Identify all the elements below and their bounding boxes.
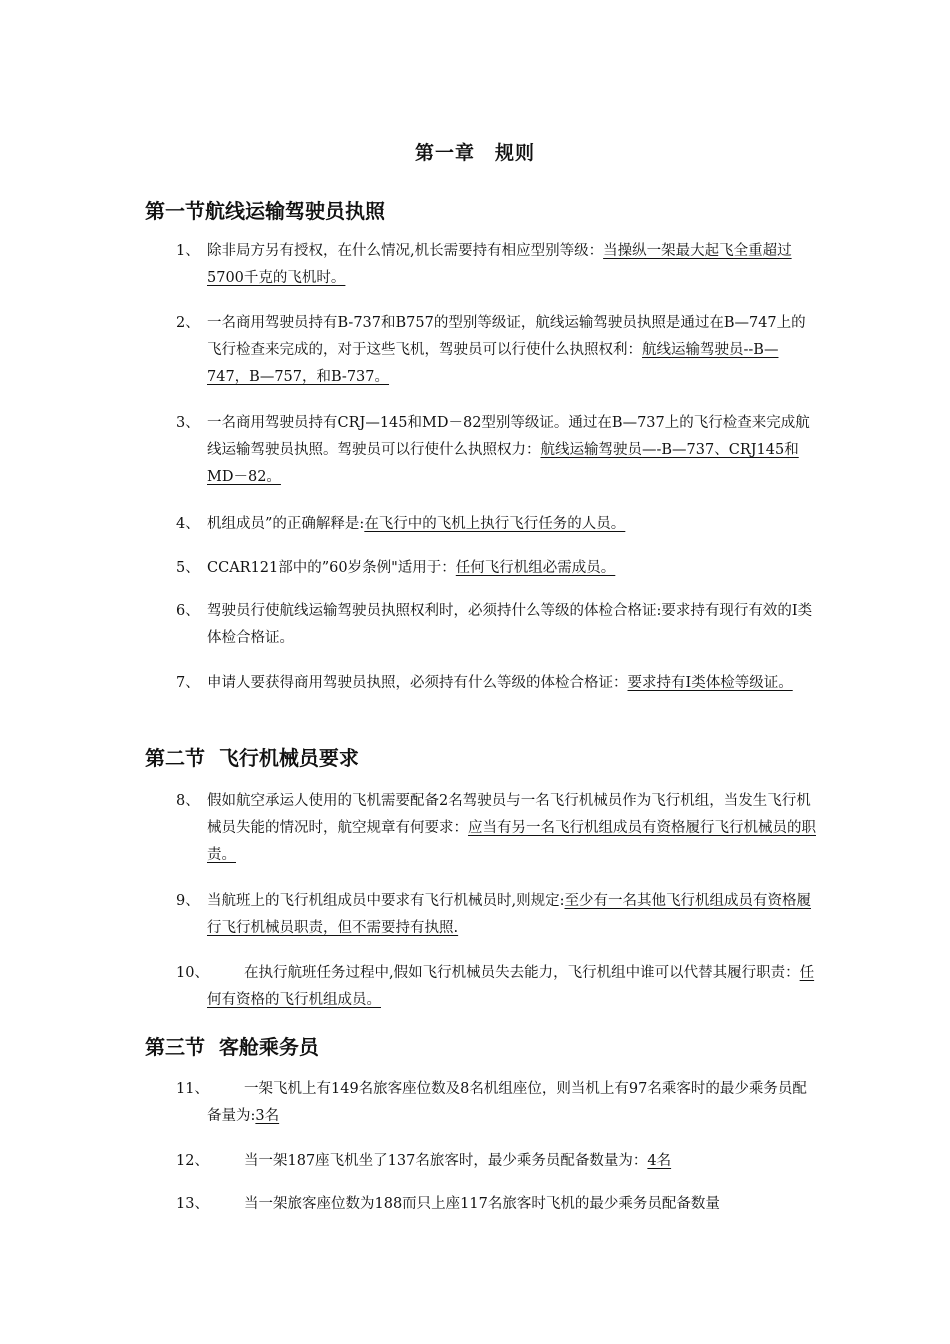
item-number: 10、 xyxy=(176,965,209,981)
item-number: 9、 xyxy=(176,893,200,909)
list-item xyxy=(176,555,816,582)
item-answer: 任何有资格的飞行机组成员。 xyxy=(207,965,815,1008)
list-item xyxy=(176,888,816,942)
item-answer: 任何飞行机组必需成员。 xyxy=(455,560,616,576)
item-question: 假如航空承运人使用的飞机需要配备2名驾驶员与一名飞行机械员作为飞行机组，当发生飞行机械员失能的情况时，航空规章有何要求： xyxy=(207,793,811,836)
item-answer: 3名 xyxy=(255,1108,280,1124)
item-number: 11、 xyxy=(176,1081,209,1097)
item-answer: 要求持有I类体检等级证。 xyxy=(627,675,793,691)
item-answer: 应当有另一名飞行机组成员有资格履行飞行机械员的职责。 xyxy=(207,820,816,863)
item-question: 一架飞机上有149名旅客座位数及8名机组座位，则当机上有97名乘客时的最少乘务员配备量为: xyxy=(207,1081,807,1124)
chapter-title: 第一章 规则 xyxy=(414,142,535,164)
list-item xyxy=(176,238,816,292)
item-answer: 在飞行中的飞机上执行飞行任务的人员。 xyxy=(364,516,626,532)
list-item xyxy=(176,598,816,652)
item-number: 1、 xyxy=(176,243,200,259)
item-question: 一名商用驾驶员持有B-737和B757的型别等级证，航线运输驾驶员执照是通过在B—747上的飞行检查来完成的，对于这些飞机，驾驶员可以行使什么执照权利： xyxy=(207,315,806,358)
section-title-1: 第一节航线运输驾驶员执照 xyxy=(145,199,385,223)
item-question: 机组成员”的正确解释是: xyxy=(207,516,365,532)
item-answer: 至少有一名其他飞行机组成员有资格履行飞行机械员职责，但不需要持有执照. xyxy=(207,893,811,936)
item-number: 4、 xyxy=(176,516,200,532)
item-answer: 4名 xyxy=(647,1153,672,1169)
list-item xyxy=(176,1076,816,1130)
item-number: 12、 xyxy=(176,1153,209,1169)
list-item xyxy=(176,788,816,869)
list-item xyxy=(176,1148,816,1175)
list-item xyxy=(176,410,816,491)
item-number: 7、 xyxy=(176,675,200,691)
list-item xyxy=(176,1191,816,1218)
list-item xyxy=(176,670,816,697)
section-title-3: 第三节 客舱乘务员 xyxy=(145,1035,319,1059)
item-number: 3、 xyxy=(176,415,200,431)
item-question: 除非局方另有授权，在什么情况,机长需要持有相应型别等级： xyxy=(207,243,604,259)
item-number: 13、 xyxy=(176,1196,209,1212)
item-number: 6、 xyxy=(176,603,200,619)
item-question: 当一架187座飞机坐了137名旅客时，最少乘务员配备数量为： xyxy=(244,1153,648,1169)
item-question: 当一架旅客座位数为188而只上座117名旅客时飞机的最少乘务员配备数量 xyxy=(244,1196,720,1212)
item-question: CCAR121部中的”60岁条例"适用于： xyxy=(207,560,456,576)
item-number: 5、 xyxy=(176,560,200,576)
item-answer: 航线运输驾驶员--B—747，B—757，和B-737。 xyxy=(207,342,779,385)
item-question: 当航班上的飞行机组成员中要求有飞行机械员时,则规定: xyxy=(207,893,565,909)
list-item xyxy=(176,310,816,391)
item-answer: 当操纵一架最大起飞全重超过5700千克的飞机时。 xyxy=(207,243,792,286)
item-number: 8、 xyxy=(176,793,200,809)
item-answer: 航线运输驾驶员—-B—737、CRJ145和MD－82。 xyxy=(207,442,799,485)
section-title-2: 第二节 飞行机械员要求 xyxy=(145,746,359,770)
list-item xyxy=(176,511,816,538)
list-item xyxy=(176,960,816,1014)
item-question: 驾驶员行使航线运输驾驶员执照权利时，必须持什么等级的体检合格证:要求持有现行有效的I类体检合格证。 xyxy=(207,603,813,646)
item-question: 在执行航班任务过程中,假如飞行机械员失去能力，飞行机组中谁可以代替其履行职责： xyxy=(244,965,800,981)
item-number: 2、 xyxy=(176,315,200,331)
item-question: 一名商用驾驶员持有CRJ—145和MD－82型别等级证。通过在B—737上的飞行检查来完成航线运输驾驶员执照。驾驶员可以行使什么执照权力： xyxy=(207,415,810,458)
item-question: 申请人要获得商用驾驶员执照，必须持有什么等级的体检合格证： xyxy=(207,675,628,691)
